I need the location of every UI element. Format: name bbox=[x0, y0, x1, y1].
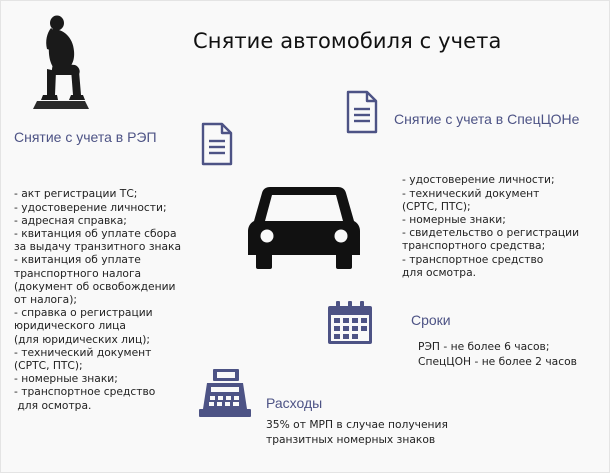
list-item: - квитанция об уплате bbox=[14, 253, 141, 267]
document-icon bbox=[199, 121, 235, 167]
rep-heading: Снятие с учета в РЭП bbox=[14, 129, 157, 145]
document-icon bbox=[344, 89, 380, 135]
list-item: - технический документ bbox=[402, 186, 540, 200]
thinker-figure-icon bbox=[23, 11, 91, 111]
list-item: - транспортное средство bbox=[402, 252, 544, 266]
list-item: юридического лица bbox=[14, 319, 126, 333]
list-item: от налога); bbox=[14, 293, 78, 307]
list-item: - удостоверение личности; bbox=[402, 173, 555, 187]
list-item: - акт регистрации ТС; bbox=[14, 187, 138, 201]
list-item: - транспортное средство bbox=[14, 385, 156, 399]
list-item: транспортного средства; bbox=[402, 239, 546, 253]
costs-heading: Расходы bbox=[266, 395, 323, 411]
list-item: (для юридических лиц); bbox=[14, 332, 150, 346]
list-item: - удостоверение личности; bbox=[14, 200, 167, 214]
calendar-icon bbox=[327, 301, 373, 345]
cash-register-icon bbox=[199, 369, 251, 417]
rep-document-list bbox=[14, 161, 181, 412]
list-item: для осмотра. bbox=[14, 398, 92, 412]
list-item: - адресная справка; bbox=[14, 213, 127, 227]
list-item: (СРТС, ПТС); bbox=[14, 359, 83, 373]
list-item: - номерные знаки; bbox=[402, 213, 506, 227]
list-item: - справка о регистрации bbox=[14, 306, 153, 320]
list-item: (СРТС, ПТС); bbox=[402, 199, 471, 213]
text-line: СпецЦОН - не более 2 часов bbox=[418, 355, 577, 368]
list-item: (документ об освобождении bbox=[14, 279, 176, 293]
list-item: - свидетельство о регистрации bbox=[402, 226, 580, 240]
terms-text bbox=[418, 339, 577, 369]
list-item: для осмотра. bbox=[402, 265, 477, 279]
list-item: - технический документ bbox=[14, 345, 152, 359]
spec-document-list bbox=[402, 147, 579, 279]
terms-heading: Сроки bbox=[411, 312, 451, 328]
text-line: транзитных номерных знаков bbox=[266, 433, 436, 446]
spec-heading: Снятие с учета в СпецЦОНе bbox=[394, 111, 580, 127]
car-icon bbox=[248, 183, 360, 271]
list-item: транспортного налога bbox=[14, 266, 142, 280]
text-line: РЭП - не более 6 часов; bbox=[418, 340, 550, 353]
page-title: Снятие автомобиля с учета bbox=[193, 29, 502, 53]
list-item: - номерные знаки; bbox=[14, 372, 118, 386]
text-line: 35% от МРП в случае получения bbox=[266, 418, 448, 431]
list-item: - квитанция об уплате сбора bbox=[14, 227, 177, 241]
list-item: за выдачу транзитного знака bbox=[14, 240, 182, 254]
costs-text bbox=[266, 417, 448, 447]
